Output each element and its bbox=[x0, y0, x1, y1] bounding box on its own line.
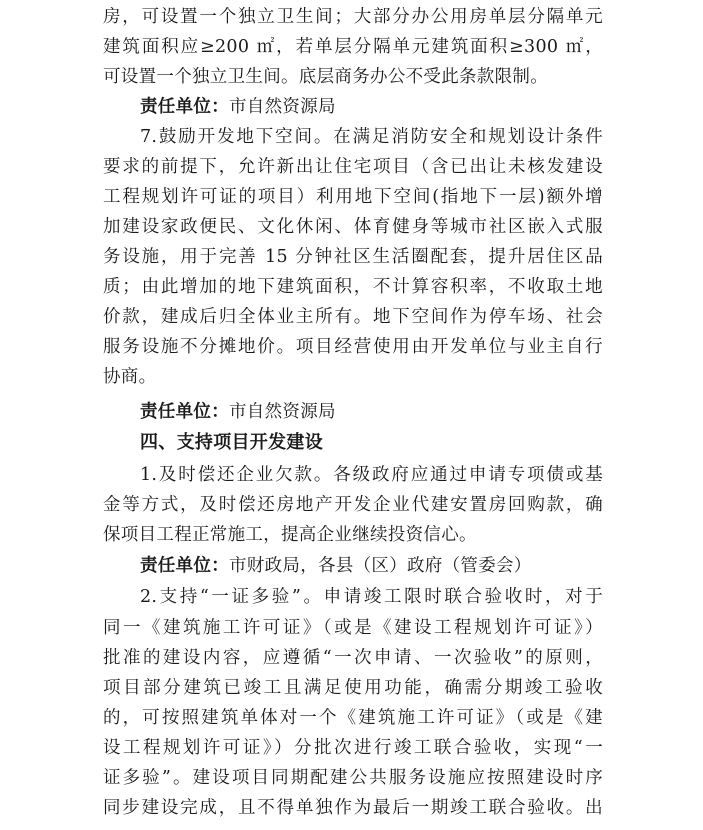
text-line: 服务设施不分摊地价。项目经营使用由开发单位与业主自行 bbox=[103, 337, 603, 357]
responsibility-value: 市自然资源局 bbox=[229, 97, 336, 117]
text-line: 协商。 bbox=[103, 367, 157, 387]
responsibility-label: 责任单位： bbox=[140, 97, 229, 117]
text-line: 2.支持“一证多验”。申请竣工限时联合验收时，对于 bbox=[140, 587, 603, 607]
responsibility-line bbox=[140, 551, 640, 581]
text-line: 证多验”。建设项目同期配建公共服务设施应按照建设时序 bbox=[103, 768, 603, 788]
text-line: 加建设家政便民、文化休闲、体育健身等城市社区嵌入式服 bbox=[103, 217, 603, 237]
text-line: 建筑面积应≥200 ㎡，若单层分隔单元建筑面积≥300 ㎡， bbox=[103, 37, 603, 57]
responsibility-label: 责任单位： bbox=[140, 402, 229, 422]
text-line: 价款，建成后归全体业主所有。地下空间作为停车场、社会 bbox=[103, 307, 603, 327]
text-line: 项目部分建筑已竣工且满足使用功能，确需分期竣工验收 bbox=[103, 678, 603, 698]
responsibility-line bbox=[140, 397, 640, 427]
responsibility-line bbox=[140, 92, 640, 122]
text-line: 质；由此增加的地下建筑面积，不计算容积率，不收取土地 bbox=[103, 277, 603, 297]
responsibility-value: 市财政局，各县（区）政府（管委会） bbox=[229, 556, 532, 576]
text-line: 要求的前提下，允许新出让住宅项目（含已出让未核发建设 bbox=[103, 157, 603, 177]
text-line: 可设置一个独立卫生间。底层商务办公不受此条款限制。 bbox=[103, 67, 548, 87]
text-line: 的，可按照建筑单体对一个《建筑施工许可证》（或是《建 bbox=[103, 708, 603, 728]
text-line: 1.及时偿还企业欠款。各级政府应通过申请专项债或基 bbox=[140, 465, 603, 485]
responsibility-value: 市自然资源局 bbox=[229, 402, 336, 422]
responsibility-label: 责任单位： bbox=[140, 556, 229, 576]
text-line: 保项目工程正常施工，提高企业继续投资信心。 bbox=[103, 525, 477, 545]
text-line: 批准的建设内容，应遵循“一次申请、一次验收”的原则， bbox=[103, 648, 603, 668]
text-line: 设工程规划许可证》）分批次进行竣工联合验收，实现“一 bbox=[103, 738, 603, 758]
text-line: 工程规划许可证的项目）利用地下空间(指地下一层)额外增 bbox=[103, 187, 603, 207]
text-line: 7.鼓励开发地下空间。在满足消防安全和规划设计条件 bbox=[140, 127, 603, 147]
text-line: 同步建设完成，且不得单独作为最后一期竣工联合验收。出 bbox=[103, 798, 603, 818]
text-line: 金等方式，及时偿还房地产开发企业代建安置房回购款，确 bbox=[103, 495, 603, 515]
section-heading: 四、支持项目开发建设 bbox=[140, 432, 323, 453]
text-line: 务设施，用于完善 15 分钟社区生活圈配套，提升居住区品 bbox=[103, 247, 603, 267]
text-line: 房，可设置一个独立卫生间；大部分办公用房单层分隔单元 bbox=[103, 7, 603, 27]
text-line: 同一《建筑施工许可证》（或是《建设工程规划许可证》） bbox=[103, 618, 603, 638]
